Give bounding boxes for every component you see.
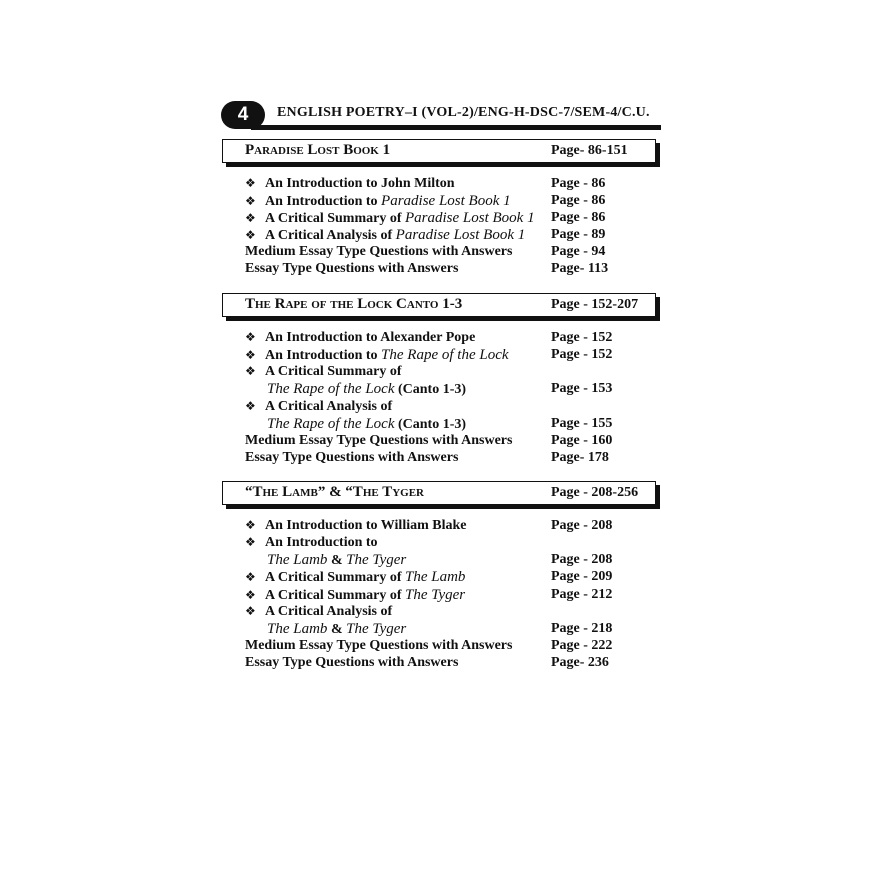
toc-entry[interactable]: ❖ A Critical Analysis of Paradise Lost Book 1 Page - 89 (245, 227, 606, 243)
entry-page: Page - 89 (551, 227, 606, 242)
entry-page: Page - 212 (551, 587, 613, 602)
section-title: “The Lamb” & “The Tyger (245, 484, 424, 500)
section-heading-paradise-lost (222, 139, 656, 163)
diamond-bullet-icon: ❖ (245, 348, 256, 362)
entry-page: Page - 152 (551, 330, 613, 345)
header-rule (251, 125, 661, 130)
toc-entry[interactable]: ❖ An Introduction to William Blake Page - 208 (245, 518, 613, 533)
toc-entry[interactable]: ❖ A Critical Summary of The Tyger Page - 212 (245, 587, 613, 603)
diamond-bullet-icon: ❖ (245, 604, 256, 618)
page-number: 4 (221, 101, 265, 129)
entry-page: Page- 113 (551, 261, 609, 276)
section-heading-lamb-tyger (222, 481, 656, 505)
toc-entry[interactable]: Medium Essay Type Questions with Answers Page - 160 (245, 433, 613, 448)
diamond-bullet-icon: ❖ (245, 588, 256, 602)
diamond-bullet-icon: ❖ (245, 518, 256, 532)
section-pages: Page - 208-256 (551, 485, 639, 500)
entry-page: Page - 94 (551, 244, 606, 259)
toc-entry[interactable]: ❖ An Introduction to (245, 535, 378, 550)
section-heading-rape-of-the-lock (222, 293, 656, 317)
running-title: ENGLISH POETRY–I (VOL-2)/ENG-H-DSC-7/SEM-4/C.U. (277, 105, 650, 120)
diamond-bullet-icon: ❖ (245, 194, 256, 208)
section-title: The Rape of the Lock Canto 1-3 (245, 296, 463, 312)
toc-entry-continued[interactable]: The Lamb & The Tyger Page - 208 (267, 552, 613, 568)
section-pages: Page - 152-207 (551, 297, 639, 312)
diamond-bullet-icon: ❖ (245, 364, 256, 378)
toc-entry[interactable]: Medium Essay Type Questions with Answers Page - 94 (245, 244, 606, 259)
entry-page: Page - 153 (551, 381, 613, 396)
diamond-bullet-icon: ❖ (245, 176, 256, 190)
toc-entry[interactable]: ❖ An Introduction to Paradise Lost Book 1 Page - 86 (245, 193, 606, 209)
diamond-bullet-icon: ❖ (245, 211, 256, 225)
entry-page: Page - 208 (551, 552, 613, 567)
section-title: Paradise Lost Book 1 (245, 142, 391, 158)
toc-entry[interactable]: ❖ A Critical Summary of The Lamb Page - 209 (245, 569, 613, 585)
section-pages: Page- 86-151 (551, 143, 628, 158)
entry-page: Page - 208 (551, 518, 613, 533)
diamond-bullet-icon: ❖ (245, 535, 256, 549)
entry-page: Page - 209 (551, 569, 613, 584)
toc-entry[interactable]: Essay Type Questions with Answers Page- 236 (245, 655, 609, 670)
toc-entry[interactable]: Essay Type Questions with Answers Page- 113 (245, 261, 609, 276)
toc-entry[interactable]: ❖ An Introduction to Alexander Pope Page - 152 (245, 330, 613, 345)
diamond-bullet-icon: ❖ (245, 570, 256, 584)
toc-entry[interactable]: ❖ An Introduction to The Rape of the Lock Page - 152 (245, 347, 613, 363)
entry-page: Page - 155 (551, 416, 613, 431)
page-header (221, 101, 661, 131)
diamond-bullet-icon: ❖ (245, 228, 256, 242)
entry-page: Page - 222 (551, 638, 613, 653)
entry-page: Page- 236 (551, 655, 609, 670)
diamond-bullet-icon: ❖ (245, 399, 256, 413)
entry-page: Page- 178 (551, 450, 609, 465)
toc-entry[interactable]: ❖ A Critical Summary of Paradise Lost Book 1 Page - 86 (245, 210, 606, 226)
entry-page: Page - 86 (551, 210, 606, 225)
entry-page: Page - 160 (551, 433, 613, 448)
toc-entry[interactable]: ❖ An Introduction to John Milton Page - 86 (245, 176, 606, 191)
toc-entry[interactable]: Essay Type Questions with Answers Page- 178 (245, 450, 609, 465)
entry-page: Page - 152 (551, 347, 613, 362)
diamond-bullet-icon: ❖ (245, 330, 256, 344)
toc-entry-continued[interactable]: The Rape of the Lock (Canto 1-3) Page - 155 (267, 416, 613, 432)
toc-entry[interactable]: Medium Essay Type Questions with Answers Page - 222 (245, 638, 613, 653)
entry-page: Page - 86 (551, 193, 606, 208)
toc-entry[interactable]: ❖ A Critical Summary of (245, 364, 402, 379)
entry-page: Page - 86 (551, 176, 606, 191)
entry-page: Page - 218 (551, 621, 613, 636)
toc-entry-continued[interactable]: The Lamb & The Tyger Page - 218 (267, 621, 613, 637)
toc-entry-continued[interactable]: The Rape of the Lock (Canto 1-3) Page - 153 (267, 381, 613, 397)
toc-entry[interactable]: ❖ A Critical Analysis of (245, 399, 393, 414)
toc-entry[interactable]: ❖ A Critical Analysis of (245, 604, 393, 619)
